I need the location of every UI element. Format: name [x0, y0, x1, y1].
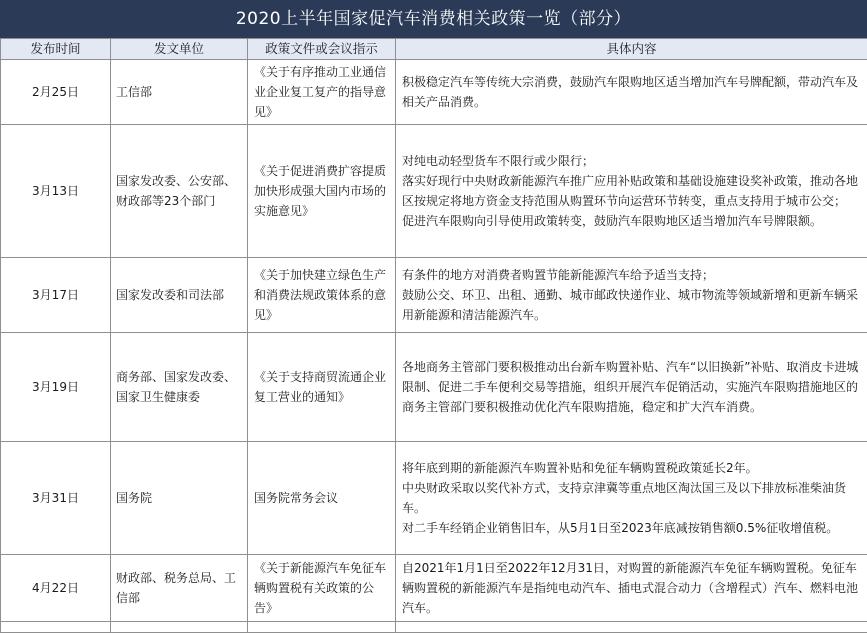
cell-date: 3月19日: [1, 333, 111, 442]
cell-date: 3月17日: [1, 258, 111, 333]
cell-date: 4月22日: [1, 555, 111, 622]
content-line: 对纯电动轻型货车不限行或少限行；: [402, 151, 863, 171]
content-line: 鼓励公交、环卫、出租、通勤、城市邮政快递作业、城市物流等领域新增和更新车辆采用新能源和清洁能源汽车。: [402, 285, 863, 325]
cell-date: 3月31日: [1, 442, 111, 555]
cell-content: [396, 555, 867, 622]
policy-table: [0, 38, 867, 633]
cell-content: [396, 333, 867, 442]
cell-content: [396, 125, 867, 258]
cell-content: [396, 60, 867, 125]
content-line: 促进汽车限购向引导使用政策转变，鼓励汽车限购地区适当增加汽车号牌限额。: [402, 211, 863, 231]
table-row: [1, 258, 867, 333]
table-title: 2020上半年国家促汽车消费相关政策一览（部分）: [0, 0, 867, 38]
cell-content: [396, 258, 867, 333]
cell-doc: 《关于支持商贸流通企业复工营业的通知》: [248, 333, 396, 442]
table-row: [1, 125, 867, 258]
cell-doc: 《关于有序推动工业通信业企业复工复产的指导意见》: [248, 60, 396, 125]
cell-unit: 财政部、税务总局、工信部: [111, 555, 248, 622]
content-line: 各地商务主管部门要积极推动出台新车购置补贴、汽车“以旧换新”补贴、取消皮卡进城限制、促进二手车便利交易等措施，组织开展汽车促销活动，实施汽车限购措施地区的商务主管部门要积极推动优化汽车限购措施，稳定和扩大汽车消费。: [402, 357, 863, 417]
header-content: 具体内容: [396, 39, 867, 60]
header-unit: 发文单位: [111, 39, 248, 60]
content-line: 有条件的地方对消费者购置节能新能源汽车给予适当支持；: [402, 265, 863, 285]
cell-unit: 国务院: [111, 442, 248, 555]
cell-date: 2月25日: [1, 60, 111, 125]
cell-empty: [1, 622, 111, 633]
table-row-partial: [1, 622, 867, 633]
content-line: 中央财政采取以奖代补方式，支持京津冀等重点地区淘汰国三及以下排放标准柴油货车。: [402, 478, 863, 518]
cell-date: 3月13日: [1, 125, 111, 258]
content-line: 对二手车经销企业销售旧车，从5月1日至2023年底减按销售额0.5%征收增值税。: [402, 518, 863, 538]
cell-doc: 《关于促进消费扩容提质加快形成强大国内市场的实施意见》: [248, 125, 396, 258]
content-line: 将年底到期的新能源汽车购置补贴和免征车辆购置税政策延长2年。: [402, 458, 863, 478]
header-date: 发布时间: [1, 39, 111, 60]
cell-unit: 国家发改委和司法部: [111, 258, 248, 333]
content-line: 积极稳定汽车等传统大宗消费，鼓励汽车限购地区适当增加汽车号牌配额，带动汽车及相关产品消费。: [402, 72, 863, 112]
table-row: [1, 333, 867, 442]
cell-unit: 商务部、国家发改委、国家卫生健康委: [111, 333, 248, 442]
content-line: 自2021年1月1日至2022年12月31日，对购置的新能源汽车免征车辆购置税。免征车辆购置税的新能源汽车是指纯电动汽车、插电式混合动力（含增程式）汽车、燃料电池汽车。: [402, 558, 863, 618]
cell-doc: 《关于加快建立绿色生产和消费法规政策体系的意见》: [248, 258, 396, 333]
header-row: [1, 39, 867, 60]
cell-doc: 《关于新能源汽车免征车辆购置税有关政策的公告》: [248, 555, 396, 622]
cell-empty: [111, 622, 248, 633]
table-row: [1, 442, 867, 555]
cell-unit: 工信部: [111, 60, 248, 125]
table-row: [1, 60, 867, 125]
cell-doc: 国务院常务会议: [248, 442, 396, 555]
header-doc: 政策文件或会议指示: [248, 39, 396, 60]
cell-unit: 国家发改委、公安部、财政部等23个部门: [111, 125, 248, 258]
content-line: 落实好现行中央财政新能源汽车推广应用补贴政策和基础设施建设奖补政策，推动各地区按规定将地方资金支持范围从购置环节向运营环节转变，重点支持用于城市公交；: [402, 171, 863, 211]
cell-content: [396, 442, 867, 555]
cell-empty: [248, 622, 396, 633]
cell-empty: [396, 622, 867, 633]
table-row: [1, 555, 867, 622]
